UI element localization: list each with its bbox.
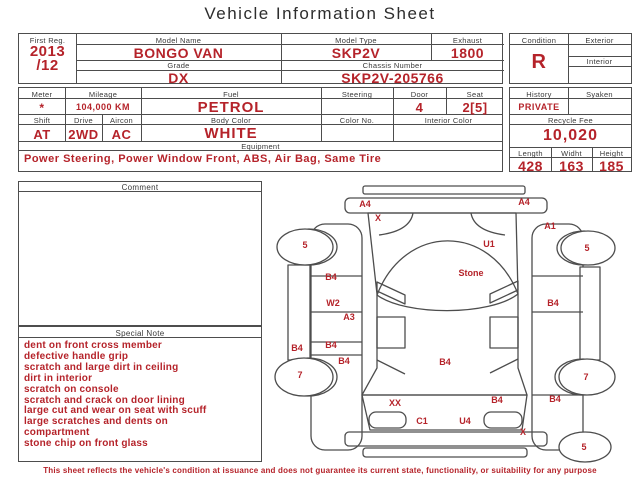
damage-marker-5: 5: [584, 243, 590, 253]
damage-marker-b4: B4: [491, 395, 503, 405]
left-rear-wheel-rim: [275, 358, 333, 396]
width-label: Widht: [561, 148, 582, 158]
first-reg-year: 2013: [29, 43, 66, 60]
front-bumper-strip: [363, 186, 525, 194]
rear-bumper: [345, 432, 547, 446]
recycle-fee-value: 10,020: [543, 127, 598, 144]
front-bumper: [345, 198, 547, 213]
damage-marker-a1: A1: [544, 221, 556, 231]
damage-marker-b4: B4: [549, 394, 561, 404]
special-note-line: dirt in interior: [24, 372, 93, 384]
damage-marker-7: 7: [297, 370, 303, 380]
special-note-line: large cut and wear on seat with scuff: [24, 405, 207, 417]
model-name-value: BONGO VAN: [133, 45, 224, 61]
rear-lamp-right: [484, 412, 522, 428]
mileage-label: Mileage: [88, 89, 118, 99]
aircon-value: AC: [111, 126, 132, 142]
condition-label: Condition: [521, 35, 557, 45]
front-corner-right: [471, 213, 505, 235]
damage-marker-u4: U4: [459, 416, 471, 426]
right-rear-cut: [490, 359, 518, 373]
special-note-line: large scratches and dents on: [24, 416, 168, 428]
damage-marker-stone: Stone: [458, 268, 484, 278]
history-label: History: [526, 89, 552, 99]
grade-value: DX: [168, 70, 189, 86]
length-value: 428: [518, 158, 543, 174]
special-note-line: scratch and crack on door lining: [24, 394, 185, 406]
history-fee-table: [509, 87, 632, 172]
first-reg-month: /12: [36, 57, 59, 74]
drive-label: Drive: [73, 115, 93, 125]
special-note-box: [18, 326, 262, 462]
height-value: 185: [599, 158, 624, 174]
damage-marker-b4: B4: [338, 356, 350, 366]
car-damage-diagram: [265, 178, 640, 466]
body-top-view: [362, 213, 527, 395]
exhaust-label: Exhaust: [452, 36, 483, 45]
aircon-label: Aircon: [109, 115, 134, 125]
right-rocker-panel: [580, 267, 600, 360]
damage-marker-a4: A4: [359, 199, 371, 209]
damage-marker-7: 7: [583, 372, 589, 382]
damage-marker-xx: XX: [388, 398, 402, 408]
history-value: PRIVATE: [518, 101, 560, 112]
footer-disclaimer: This sheet reflects the vehicle's condition at issuance and does not guarantee its current state, functionality, or suitability for any purpose: [43, 466, 597, 475]
left-rear-cut: [377, 360, 405, 374]
shift-value: AT: [33, 126, 51, 142]
steering-label: Steering: [341, 89, 373, 99]
exterior-label: Exterior: [585, 35, 614, 45]
comment-label: Comment: [121, 183, 159, 192]
special-note-line: scratch on console: [24, 383, 119, 395]
car-outline: [275, 186, 615, 462]
first-reg-value: [19, 45, 76, 73]
divider: [568, 66, 631, 67]
meter-value: *: [39, 101, 45, 115]
special-note-line: scratch and large dirt in ceiling: [24, 361, 179, 373]
damage-marker-b4: B4: [291, 343, 303, 353]
chassis-number-value: SKP2V-205766: [341, 70, 444, 86]
damage-marker-w2: W2: [326, 298, 340, 308]
recycle-fee-label: Recycle Fee: [548, 115, 593, 125]
special-note-list: [24, 341, 258, 450]
damage-marker-5: 5: [302, 240, 308, 250]
front-corner-left: [379, 213, 413, 235]
exhaust-value: 1800: [450, 45, 485, 61]
condition-value: R: [531, 51, 547, 73]
comment-box: [18, 181, 262, 326]
damage-marker-c1: C1: [416, 416, 428, 426]
damage-marker-x: X: [519, 427, 527, 437]
special-note-label: Special Note: [115, 328, 165, 338]
height-label: Height: [599, 148, 624, 158]
damage-marker-a3: A3: [343, 312, 355, 322]
drive-value: 2WD: [68, 126, 99, 142]
equipment-value: Power Steering, Power Window Front, ABS, Air Bag, Same Tire: [24, 152, 382, 165]
damage-marker-x: X: [374, 213, 382, 223]
rear-lamp-left: [369, 412, 406, 428]
left-window: [377, 317, 405, 348]
body-color-value: WHITE: [204, 125, 258, 142]
interior-color-label: Interior Color: [424, 115, 473, 125]
model-type-value: SKP2V: [331, 45, 381, 61]
page-title: Vehicle Information Sheet: [204, 4, 436, 23]
special-note-line: stone chip on front glass: [24, 438, 148, 450]
damage-marker-5: 5: [581, 442, 587, 452]
damage-marker-u1: U1: [483, 239, 495, 249]
rear-bumper-strip: [363, 448, 527, 457]
door-value: 4: [415, 100, 424, 115]
damage-marker-b4: B4: [325, 340, 337, 350]
first-reg-label: First Reg.: [29, 35, 66, 45]
width-value: 163: [559, 158, 584, 174]
mileage-value: 104,000 KM: [75, 101, 131, 112]
chassis-number-label: Chassis Number: [362, 61, 423, 70]
special-note-line: dent on front cross member: [24, 340, 162, 351]
special-note-line: compartment: [24, 427, 90, 439]
length-label: Length: [518, 148, 543, 158]
meter-label: Meter: [31, 89, 53, 99]
door-label: Door: [410, 89, 429, 99]
damage-marker-a4: A4: [518, 197, 530, 207]
damage-marker-b4: B4: [439, 357, 451, 367]
damage-marker-b4: B4: [325, 272, 337, 282]
shift-label: Shift: [33, 115, 51, 125]
fuel-label: Fuel: [223, 89, 239, 99]
equipment-label: Equipment: [241, 142, 280, 151]
special-note-line: defective handle grip: [24, 350, 129, 362]
damage-markers: [291, 197, 589, 452]
seat-value: 2[5]: [462, 100, 488, 115]
syaken-label: Syaken: [586, 89, 613, 99]
right-window: [490, 317, 518, 348]
color-no-label: Color No.: [339, 115, 375, 125]
grade-label: Grade: [167, 61, 190, 70]
seat-label: Seat: [466, 89, 484, 99]
vehicle-identity-table: [18, 33, 503, 84]
model-name-label: Model Name: [155, 36, 202, 45]
body-color-label: Body Color: [210, 115, 252, 125]
damage-marker-b4: B4: [547, 298, 559, 308]
model-type-label: Model Type: [335, 36, 377, 45]
fuel-value: PETROL: [197, 99, 265, 116]
interior-label: Interior: [586, 57, 613, 66]
condition-table: [509, 33, 632, 84]
specs-table: [18, 87, 503, 172]
